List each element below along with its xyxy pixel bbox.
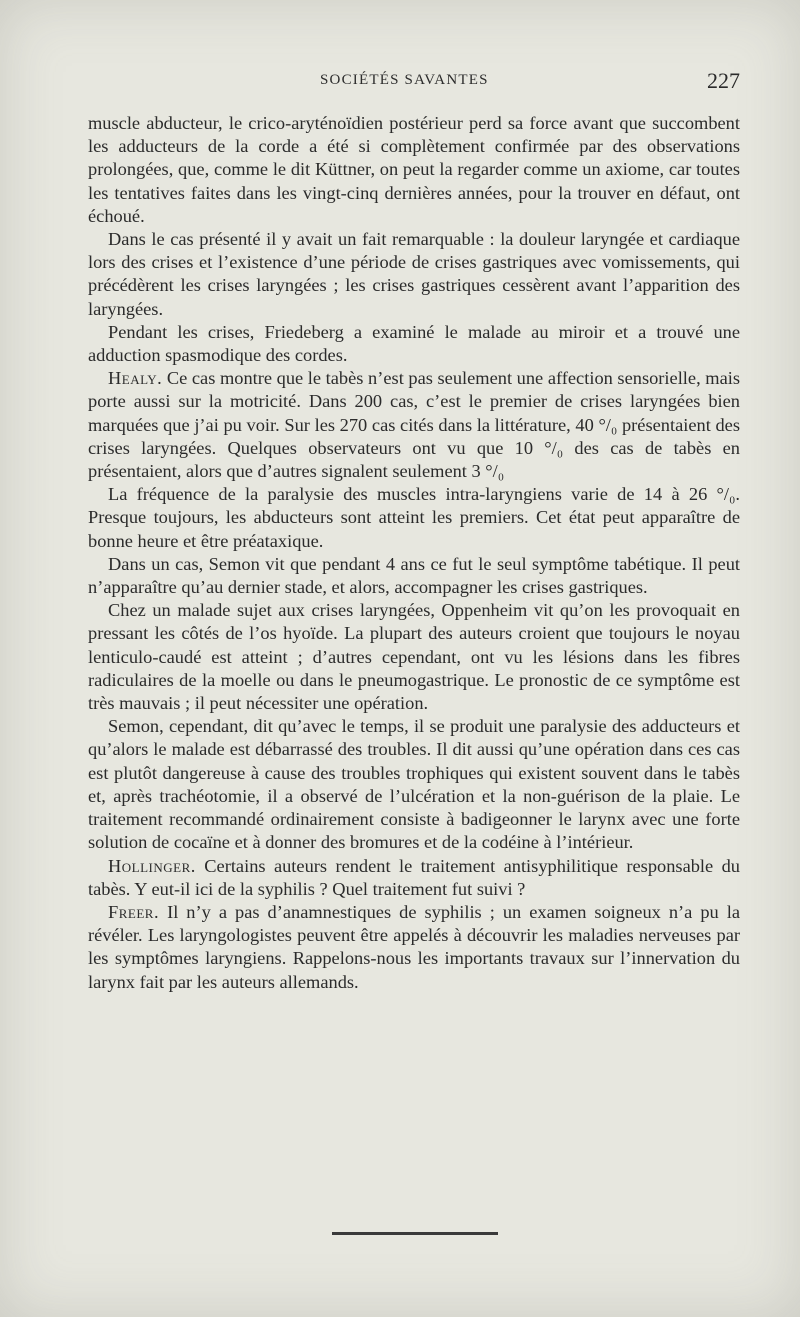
- speaker-name: Freer.: [108, 901, 160, 922]
- speaker-name: Healy.: [108, 368, 163, 389]
- paragraph-8: [88, 715, 740, 854]
- paragraph-text: Ce cas montre que le tabès n’est pas seulement une affection sensorielle, mais porte aussi sur la motricité. Dans 200 cas, c’est le premier de crises laryngées bien marquées que j’ai pu voir. Sur les 270 cas cités dans la littérature, 40 °/₀ présentaient des crises laryngées. Quelques observateurs ont vu que 10 °/₀ des cas de tabès en présentaient, alors que d’autres signalent seulement 3 °/₀: [88, 368, 741, 482]
- paragraph-text: muscle abducteur, le crico-aryténoïdien postérieur perd sa force avant que succombent les adducteurs de la corde a été si complètement confirmée par des observations prolongées, que, comme le dit Küttner, on peut la regarder comme un axiome, car toutes les tentatives faites dans les vingt-cinq dernières années, pour la trouver en défaut, ont échoué.: [88, 113, 740, 226]
- paragraph-4: [88, 367, 740, 483]
- paragraph-6: [88, 553, 740, 599]
- page-number: 227: [707, 68, 740, 93]
- paragraph-1: [88, 112, 740, 228]
- paragraph-text: Certains auteurs rendent le traitement antisyphilitique responsable du tabès. Y eut-il ici de la syphilis ? Quel traitement fut suivi ?: [88, 855, 740, 899]
- paragraph-text: Dans un cas, Semon vit que pendant 4 ans ce fut le seul symptôme tabétique. Il peut n’apparaître qu’au dernier stade, et alors, accompagner les crises gastriques.: [88, 553, 740, 598]
- paragraph-text: Semon, cependant, dit qu’avec le temps, il se produit une paralysie des adducteurs et qu’alors le malade est débarrassé des troubles. Il dit aussi qu’une opération dans ces cas est plutôt dangereuse à cause des troubles trophiques qui existent souvent dans le tabès et, après trachéotomie, il a observé de l’ulcération et la non-guérison de la plaie. Le traitement recommandé ordinairement consiste à badigeonner le larynx avec une forte solution de cocaïne et à donner des bromures et de la codéine à l’intérieur.: [88, 716, 740, 853]
- paragraph-2: [88, 228, 740, 321]
- page-header: [88, 68, 740, 100]
- paragraph-text: La fréquence de la paralysie des muscles intra-laryngiens varie de 14 à 26 °/₀. Presque toujours, les abducteurs sont atteint les premiers. Cet état peut apparaître de bonne heure et être préataxique.: [88, 484, 740, 551]
- paragraph-7: [88, 599, 740, 715]
- body-text: [88, 112, 740, 994]
- paragraph-text: Dans le cas présenté il y avait un fait remarquable : la douleur laryngée et cardiaque lors des crises et l’existence d’une période de crises gastriques avec vomissements, qui précédèrent les crises laryngées ; les crises gastriques cessèrent avant l’apparition des laryngées.: [88, 229, 740, 319]
- paragraph-text: Pendant les crises, Friedeberg a examiné le malade au miroir et a trouvé une adduction spasmodique des cordes.: [88, 321, 740, 366]
- paragraph-text: Il n’y a pas d’anamnestiques de syphilis ; un examen soigneux n’a pu la révéler. Les laryngologistes peuvent être appelés à découvrir les maladies nerveuses par les symptômes laryngiens. Rappelons-nous les importants travaux sur l’innervation du larynx fait par les auteurs allemands.: [88, 901, 740, 992]
- paragraph-text: Chez un malade sujet aux crises laryngées, Oppenheim vit qu’on les provoquait en pressant les côtés de l’os hyoïde. La plupart des auteurs croient que toujours le noyau lenticulo-caudé est atteint ; d’autres cependant, ont vu les lésions dans les fibres radiculaires de la moelle ou dans le pneumogastrique. Le pronostic de ce symptôme est très mauvais ; il peut nécessiter une opération.: [88, 600, 740, 714]
- paragraph-5: [88, 483, 740, 553]
- speaker-name: Hollinger.: [108, 855, 196, 876]
- paragraph-3: [88, 321, 740, 367]
- paragraph-10: [88, 901, 740, 994]
- running-head: SOCIÉTÉS SAVANTES: [320, 72, 489, 88]
- paragraph-9: [88, 855, 740, 901]
- end-rule: [332, 1232, 498, 1235]
